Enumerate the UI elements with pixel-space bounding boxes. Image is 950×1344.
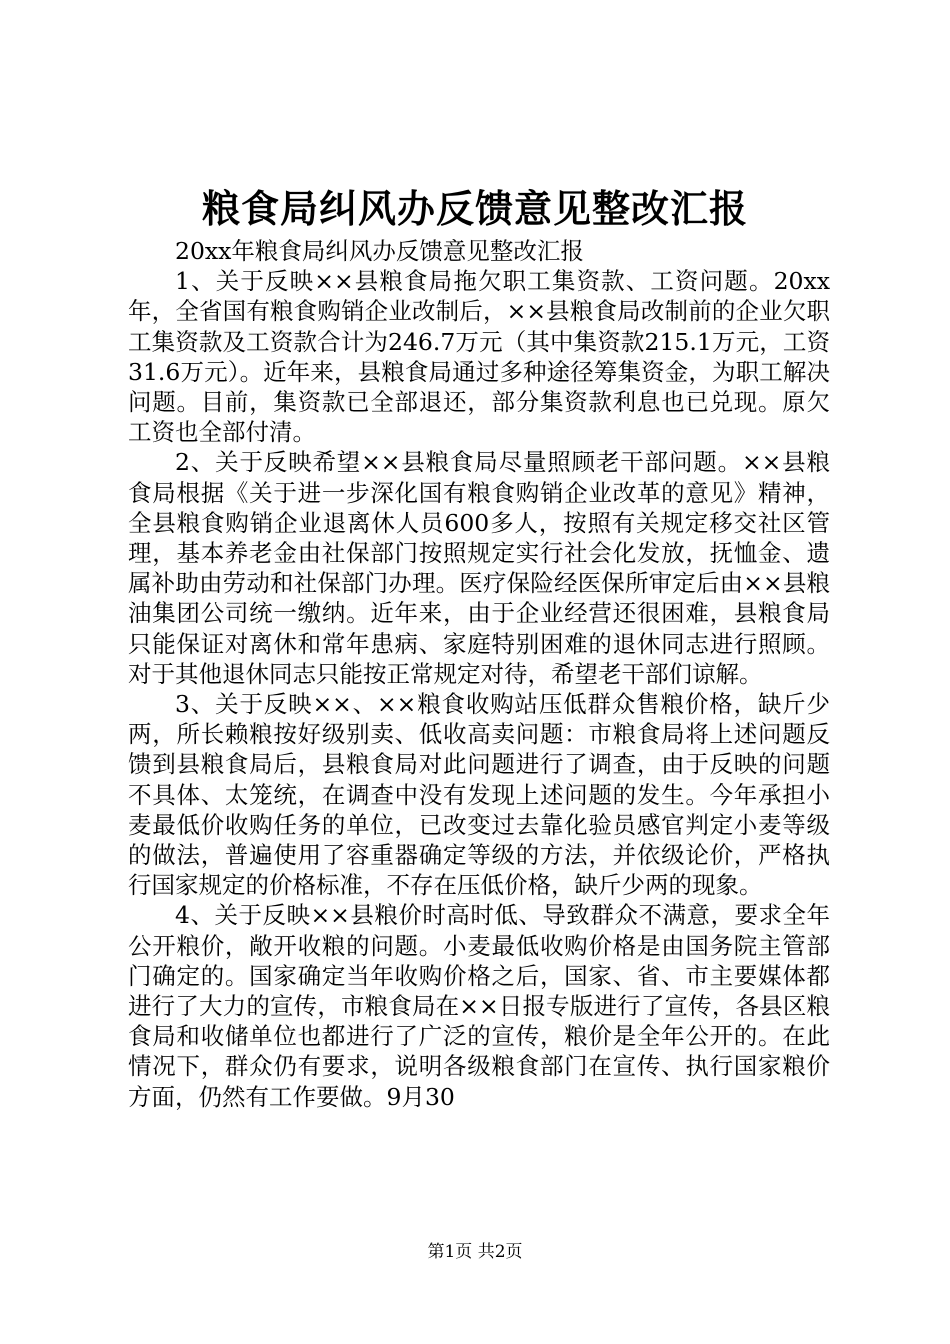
page-number-footer: 第1页 共2页 (427, 1242, 523, 1262)
document-body (128, 236, 830, 1112)
paragraph-item-1: 1、关于反映××县粮食局拖欠职工集资款、工资问题。20xx年，全省国有粮食购销企业改制后，××县粮食局改制前的企业欠职工集资款及工资款合计为246.7万元（其中集资款215.1万元，工资31.6万元）。近年来，县粮食局通过多种途径筹集资金，为职工解决问题。目前，集资款已全部退还，部分集资款利息也已兑现。原欠工资也全部付清。 (128, 267, 830, 447)
paragraph-item-3: 3、关于反映××、××粮食收购站压低群众售粮价格，缺斤少两，所长赖粮按好级别卖、低收高卖问题：市粮食局将上述问题反馈到县粮食局后，县粮食局对此问题进行了调查，由于反映的问题不具体、太笼统，在调查中没有发现上述问题的发生。今年承担小麦最低价收购任务的单位，已改变过去靠化验员感官判定小麦等级的做法，普遍使用了容重器确定等级的方法，并依级论价，严格执行国家规定的价格标准，不存在压低价格，缺斤少两的现象。 (128, 690, 830, 900)
paragraph-item-2: 2、关于反映希望××县粮食局尽量照顾老干部问题。××县粮食局根据《关于进一步深化国有粮食购销企业改革的意见》精神，全县粮食购销企业退离休人员600多人，按照有关规定移交社区管理，基本养老金由社保部门按照规定实行社会化发放，抚恤金、遗属补助由劳动和社保部门办理。医疗保险经医保所审定后由××县粮油集团公司统一缴纳。近年来，由于企业经营还很困难，县粮食局只能保证对离休和常年患病、家庭特别困难的退休同志进行照顾。对于其他退休同志只能按正常规定对待，希望老干部们谅解。 (128, 448, 830, 688)
document-title: 粮食局纠风办反馈意见整改汇报 (201, 186, 748, 231)
paragraph-item-4: 4、关于反映××县粮价时高时低、导致群众不满意，要求全年公开粮价，敞开收粮的问题。小麦最低收购价格是由国务院主管部门确定的。国家确定当年收购价格之后，国家、省、市主要媒体都进行了大力的宣传，市粮食局在××日报专版进行了宣传，各县区粮食局和收储单位也都进行了广泛的宣传，粮价是全年公开的。在此情况下，群众仍有要求，说明各级粮食部门在宣传、执行国家粮价方面，仍然有工作要做。9月30 (128, 901, 830, 1111)
subtitle-paragraph: 20xx年粮食局纠风办反馈意见整改汇报 (175, 237, 584, 265)
